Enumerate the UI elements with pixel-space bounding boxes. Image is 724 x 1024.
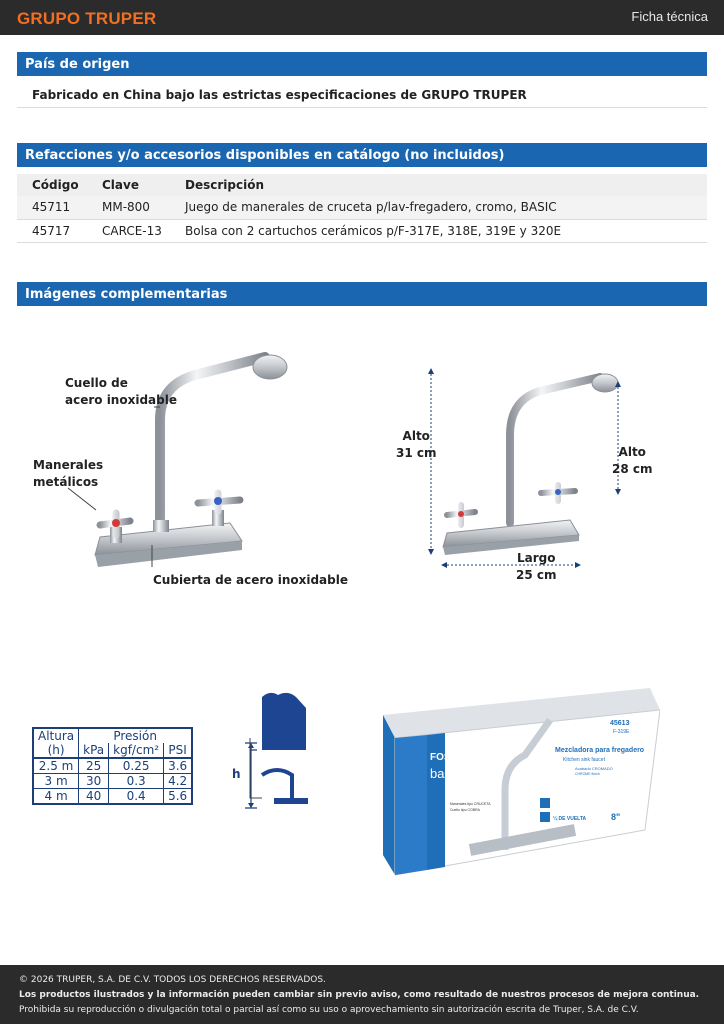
cell-clave: CARCE-13: [87, 219, 170, 242]
box-feat-handles: Manerales tipo CRUCETA: [450, 802, 491, 806]
unit-kgf: kgf/cm²: [109, 743, 164, 758]
unit-psi: PSI: [164, 743, 193, 758]
callout-handles: [33, 457, 103, 491]
box-brand: FOSET: [430, 752, 464, 763]
box-finish-en: CHROME finish: [575, 772, 600, 776]
dim-height-total-label: Alto: [402, 429, 430, 443]
cell-kgf: 0.4: [109, 789, 164, 805]
footer-legal: Prohibida su reproducción o divulgación total o parcial así como su uso o aprovechamiento sin autorización escrita de Truper, S.A. de C.V.: [19, 1005, 639, 1015]
box-code: 45613: [610, 720, 630, 727]
section-images-title: Imágenes complementarias: [17, 282, 707, 306]
table-row: [33, 758, 192, 774]
diagram-h-label: h: [232, 767, 241, 781]
box-finish: Acabado CROMADO: [575, 766, 613, 771]
callout-deck: Cubierta de acero inoxidable: [153, 573, 348, 587]
callout-neck-line1: Cuello de: [65, 376, 128, 390]
box-line: basic: [430, 766, 461, 781]
cell-descripcion: Bolsa con 2 cartuchos cerámicos p/F-317E, 318E, 319E y 320E: [170, 219, 707, 242]
box-feat-neck: Cuello tipo COBRA: [450, 808, 480, 812]
origin-text: Fabricado en China bajo las estrictas especificaciones de GRUPO TRUPER: [17, 80, 707, 108]
cell-kgf: 0.3: [109, 774, 164, 789]
cell-codigo: 45711: [17, 196, 87, 219]
box-feat-size: 8": [611, 812, 621, 822]
dim-width-value: 25 cm: [516, 568, 557, 582]
head-altura-symbol: (h): [47, 743, 65, 757]
unit-kpa: kPa: [79, 743, 109, 758]
cell-descripcion: Juego de manerales de cruceta p/lav-fregadero, cromo, BASIC: [170, 196, 707, 219]
dim-height-total-value: 31 cm: [396, 446, 437, 460]
cell-psi: 5.6: [164, 789, 193, 805]
col-clave: Clave: [87, 174, 170, 196]
table-row: [17, 196, 707, 219]
cell-kpa: 40: [79, 789, 109, 805]
box-model: F-319E: [613, 729, 630, 735]
cell-psi: 4.2: [164, 774, 193, 789]
cell-codigo: 45717: [17, 219, 87, 242]
table-row: [17, 219, 707, 242]
pressure-table-header-1: [33, 728, 192, 743]
dim-width-label: Largo: [517, 551, 556, 565]
cell-altura: 2.5 m: [33, 758, 79, 774]
cell-clave: MM-800: [87, 196, 170, 219]
cell-kpa: 25: [79, 758, 109, 774]
cell-psi: 3.6: [164, 758, 193, 774]
water-pressure-diagram: [222, 690, 322, 810]
callout-handles-line2: metálicos: [33, 475, 99, 489]
dim-height-spout-label: Alto: [618, 445, 646, 459]
cell-kgf: 0.25: [109, 758, 164, 774]
dim-height-total: [396, 428, 437, 462]
callout-neck-line2: acero inoxidable: [65, 393, 177, 407]
col-codigo: Código: [17, 174, 87, 196]
footer: [0, 965, 724, 1024]
product-box-image: [375, 680, 660, 880]
box-product-es: Mezcladora para fregadero: [555, 747, 645, 754]
section-origin-title: País de origen: [17, 52, 707, 76]
head-presion: Presión: [79, 728, 193, 743]
dim-width: [516, 550, 557, 584]
pressure-table: [32, 727, 193, 805]
cell-kpa: 30: [79, 774, 109, 789]
brand-logo: GRUPO TRUPER: [17, 9, 157, 28]
doc-type-label: Ficha técnica: [631, 9, 708, 24]
section-parts-title: Refacciones y/o accesorios disponibles en catálogo (no incluidos): [17, 143, 707, 167]
table-row: [33, 789, 192, 805]
parts-table-header: [17, 174, 707, 196]
box-feat-turn: ¼ DE VUELTA: [553, 816, 587, 822]
cell-altura: 4 m: [33, 789, 79, 805]
parts-table: [17, 174, 707, 243]
callout-neck: [65, 375, 177, 409]
top-bar: [0, 0, 724, 35]
dim-height-spout: [612, 444, 653, 478]
callout-handles-line1: Manerales: [33, 458, 104, 472]
col-descripcion: Descripción: [170, 174, 707, 196]
box-product-en: Kitchen sink faucet: [563, 757, 605, 763]
head-altura-label: Altura: [38, 729, 75, 743]
footer-notice: Los productos ilustrados y la información pueden cambiar sin previo aviso, como resultado de nuestros procesos de mejora continua.: [19, 990, 700, 1000]
footer-copyright: © 2026 TRUPER, S.A. DE C.V. TODOS LOS DERECHOS RESERVADOS.: [19, 975, 326, 985]
table-row: [33, 774, 192, 789]
cell-altura: 3 m: [33, 774, 79, 789]
dim-height-spout-value: 28 cm: [612, 462, 653, 476]
head-altura: [33, 728, 79, 758]
